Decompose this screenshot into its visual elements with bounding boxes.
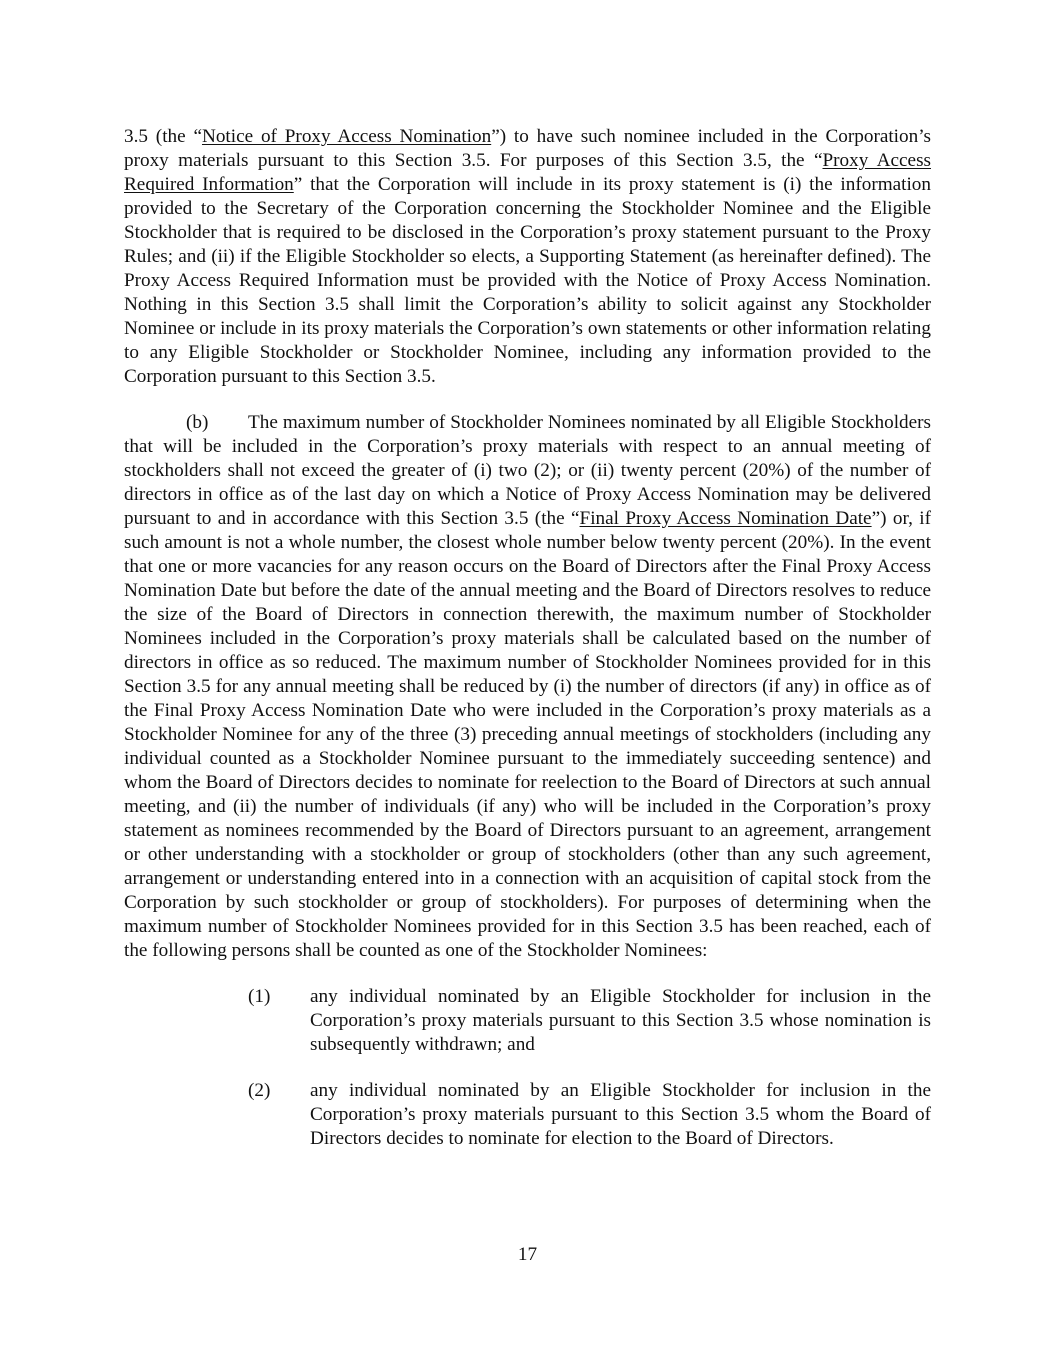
paragraph-b [124,411,931,963]
defined-term-notice-of-proxy-access-nomination: Notice of Proxy Access Nomination [201,126,492,147]
list-item-number: (1) [248,986,271,1007]
paragraph-a-text-3: ” that the Corporation will include in its proxy statement is (i) the information provided to the Secretary of the Corporation concerning the Stockholder Nominee and the Eligible Stockholder that is required to be disclosed in the Corporation’s proxy statement pursuant to the Proxy Rules; and (ii) if the Eligible Stockholder so elects, a Supporting Statement (as hereinafter defined). The Proxy Access Required Information must be provided with the Notice of Proxy Access Nomination. Nothing in this Section 3.5 shall limit the Corporation’s ability to solicit against any Stockholder Nominee or include in its proxy materials the Corporation’s own statements or other information relating to any Eligible Stockholder or Stockholder Nominee, including any information provided to the Corporation pursuant to this Section 3.5. [124,174,931,387]
document-body [124,125,931,1173]
paragraph-a-text-2: ”) to have such nominee included in the Corporation’s proxy materials pursuant to this Section 3.5. For purposes of this Section 3.5, the “ [124,126,931,171]
list-item [124,985,931,1057]
list-item-text: any individual nominated by an Eligible Stockholder for inclusion in the Corporation’s proxy materials pursuant to this Section 3.5 whose nomination is subsequently withdrawn; and [310,986,931,1055]
paragraph-a-text-1: 3.5 (the “ [124,126,202,147]
defined-term-proxy-access-required-information: Proxy Access Required Information [124,150,931,195]
paragraph-b-text-1: The maximum number of Stockholder Nominees nominated by all Eligible Stockholders that will be included in the Corporation’s proxy materials with respect to an annual meeting of stockholders shall not exceed the greater of (i) two (2); or (ii) twenty percent (20%) of the number of directors in office as of the last day on which a Notice of Proxy Access Nomination may be delivered pursuant to and in accordance with this Section 3.5 (the “ [124,412,931,529]
paragraph-b-text-2: ”) or, if such amount is not a whole number, the closest whole number below twenty percent (20%). In the event that one or more vacancies for any reason occurs on the Board of Directors after the Final Proxy Access Nomination Date but before the date of the annual meeting and the Board of Directors resolves to reduce the size of the Board of Directors in connection therewith, the maximum number of Stockholder Nominees included in the Corporation’s proxy materials shall be calculated based on the number of directors in office as so reduced. The maximum number of Stockholder Nominees provided for in this Section 3.5 for any annual meeting shall be reduced by (i) the number of directors (if any) in office as of the Final Proxy Access Nomination Date who were included in the Corporation’s proxy materials as a Stockholder Nominee for any of the three (3) preceding annual meetings of stockholders (including any individual counted as a Stockholder Nominee pursuant to the immediately succeeding sentence) and whom the Board of Directors decides to nominate for reelection to the Board of Directors at such annual meeting, and (ii) the number of individuals (if any) who will be included in the Corporation’s proxy statement as nominees recommended by the Board of Directors pursuant to an agreement, arrangement or other understanding with a stockholder or group of stockholders (other than any such agreement, arrangement or understanding entered into in a connection with an acquisition of capital stock from the Corporation by such stockholder or group of stockholders). For purposes of determining when the maximum number of Stockholder Nominees provided for in this Section 3.5 has been reached, each of the following persons shall be counted as one of the Stockholder Nominees: [124,508,932,961]
list-item-number: (2) [248,1080,271,1101]
list-item [124,1079,931,1151]
list-item-text: any individual nominated by an Eligible Stockholder for inclusion in the Corporation’s proxy materials pursuant to this Section 3.5 whom the Board of Directors decides to nominate for election to the Board of Directors. [310,1080,931,1149]
paragraph-b-label: (b) [186,412,209,433]
page-number: 17 [517,1244,538,1265]
defined-term-final-proxy-access-nomination-date: Final Proxy Access Nomination Date [579,508,872,529]
paragraph-a [124,125,931,389]
